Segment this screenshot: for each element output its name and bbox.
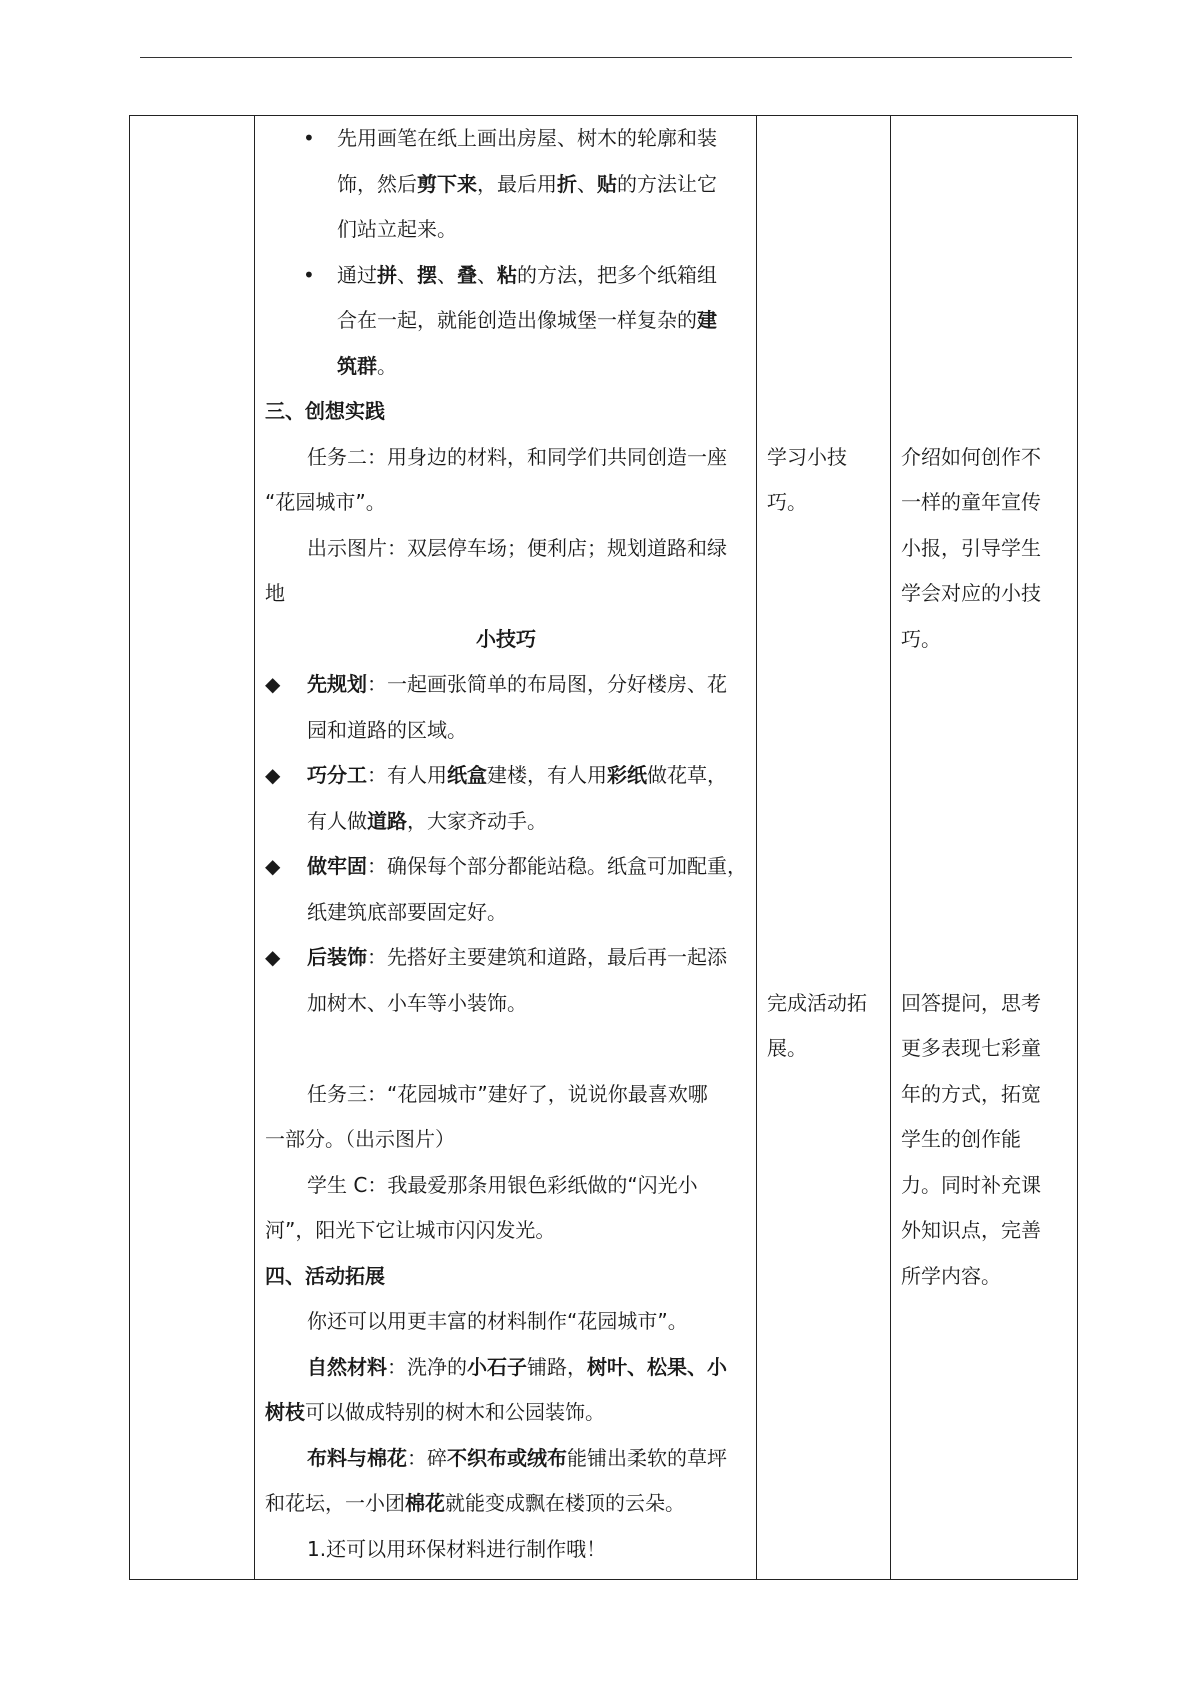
text-segment: 河”，阳光下它让城市闪闪发光。 (265, 1218, 556, 1242)
complete-extension-text (767, 1035, 807, 1061)
text-segment: 完成活动拓 (767, 990, 867, 1015)
text-segment: 可以做成特别的树木和公园装饰。 (305, 1400, 605, 1424)
bold-text: 贴 (597, 171, 617, 196)
fabric-cotton-line (307, 1445, 727, 1471)
diamond-bullet-icon: ◆ (265, 854, 281, 878)
diamond-bullet-icon: ◆ (265, 672, 281, 696)
text-segment: 外知识点，完善 (901, 1218, 1041, 1242)
bold-text: 小技巧 (476, 626, 536, 651)
bullet-2-line (337, 262, 717, 288)
bold-text: 彩纸 (607, 763, 647, 787)
text-segment: 就能变成飘在楼顶的云朵。 (445, 1491, 685, 1515)
student-c-line (307, 1172, 698, 1198)
eco-materials-line (307, 1536, 606, 1562)
text-segment: 地 (265, 581, 285, 605)
natural-materials-line (307, 1354, 727, 1380)
intent-intro-text (901, 489, 1041, 515)
text-segment: 任务三：“花园城市”建好了，说说你最喜欢哪 (307, 1081, 708, 1106)
bold-text: 后装饰 (307, 945, 367, 969)
text-segment: 的方法让它 (617, 171, 717, 196)
section-title-3 (265, 398, 385, 424)
intent-answer-text (901, 1126, 1021, 1152)
text-segment: 合在一起，就能创造出像城堡一样复杂的 (337, 308, 697, 332)
tip-3-line (307, 853, 747, 879)
lesson-table (129, 115, 1078, 1580)
learn-tips-text (767, 489, 807, 515)
bullet-1-line (337, 171, 717, 197)
bold-text: 小石子 (467, 1354, 527, 1379)
text-segment: 园和道路的区域。 (307, 717, 467, 742)
diamond-bullet-icon: ◆ (265, 945, 281, 969)
section-title-4 (265, 1263, 385, 1289)
text-segment: 纸建筑底部要固定好。 (307, 899, 507, 924)
intent-answer-text (901, 1263, 1001, 1289)
bullet-1-line (337, 125, 717, 151)
text-segment: 力。同时补充课 (901, 1172, 1041, 1197)
student-activity-cell (757, 116, 891, 1580)
text-segment: 有人做 (307, 808, 367, 833)
intent-answer-text (901, 990, 1041, 1016)
bold-text: 三、创想实践 (265, 399, 385, 423)
text-segment: 的方法，把多个纸箱组 (517, 262, 717, 287)
diamond-bullet-icon: ◆ (265, 763, 281, 787)
text-segment: 巧。 (901, 626, 941, 651)
tip-1-line (307, 717, 467, 743)
text-segment: 一样的童年宣传 (901, 490, 1041, 514)
task2-line (307, 444, 727, 470)
intent-answer-text (901, 1172, 1041, 1198)
task2-line (265, 489, 386, 515)
task3-line (265, 1126, 455, 1152)
teaching-content-cell (255, 116, 757, 1580)
text-segment: 加树木、小车等小装饰。 (307, 990, 527, 1015)
text-segment: ：洗净的 (387, 1354, 467, 1379)
text-segment: 你还可以用更丰富的材料制作“花园城市”。 (307, 1309, 688, 1333)
bold-text: 折 (557, 171, 577, 196)
intent-intro-text (901, 444, 1041, 470)
text-segment: 学生 C：我最爱那条用银色彩纸做的“闪光小 (307, 1172, 698, 1197)
bold-text: 自然材料 (307, 1354, 387, 1379)
bold-text: 拼 (377, 262, 397, 287)
tip-4-line (307, 944, 727, 970)
text-segment: 饰，然后 (337, 171, 417, 196)
bold-text: 不织布或绒布 (447, 1445, 567, 1470)
bold-text: 筑群 (337, 353, 377, 378)
text-segment: 学生的创作能 (901, 1127, 1021, 1151)
text-segment: ：一起画张简单的布局图，分好楼房、花 (367, 672, 727, 696)
text-segment: 1.还可以用环保材料进行制作哦！ (307, 1536, 607, 1561)
tip-2-line (307, 762, 727, 788)
intent-intro-text (901, 626, 941, 652)
task3-line (307, 1081, 708, 1107)
bold-text: 纸盒 (447, 763, 487, 787)
bold-text: 树枝 (265, 1400, 305, 1424)
text-segment: 学会对应的小技 (901, 581, 1041, 605)
learn-tips-text (767, 444, 847, 470)
tip-4-line (307, 990, 527, 1016)
design-intent-cell (891, 116, 1078, 1580)
bold-text: 做牢固 (307, 854, 367, 878)
text-segment: ：先搭好主要建筑和道路，最后再一起添 (367, 945, 727, 969)
text-segment: 更多表现七彩童 (901, 1036, 1041, 1060)
text-segment: 、 (477, 262, 497, 287)
text-segment: 和花坛，一小团 (265, 1491, 405, 1515)
text-segment: 介绍如何创作不 (901, 444, 1041, 469)
text-segment: 学习小技 (767, 444, 847, 469)
bold-text: 布料与棉花 (307, 1445, 407, 1470)
intent-answer-text (901, 1081, 1041, 1107)
text-segment: 任务二：用身边的材料，和同学们共同创造一座 (307, 444, 727, 469)
text-segment: 所学内容。 (901, 1263, 1001, 1288)
intent-answer-text (901, 1217, 1041, 1243)
text-segment: 巧。 (767, 490, 807, 514)
text-segment: ：确保每个部分都能站稳。纸盒可加配重， (367, 854, 747, 878)
bold-text: 树叶、松果、小 (587, 1354, 727, 1379)
text-segment: 年的方式，拓宽 (901, 1081, 1041, 1106)
bold-text: 剪下来 (417, 171, 477, 196)
text-segment: 出示图片：双层停车场；便利店；规划道路和绿 (307, 535, 727, 560)
text-segment: 铺路， (527, 1354, 587, 1379)
bullet-2-line (337, 307, 717, 333)
text-segment: 们站立起来。 (337, 217, 457, 241)
text-segment: 展。 (767, 1036, 807, 1060)
header-rule (140, 57, 1072, 58)
intent-intro-text (901, 535, 1041, 561)
bullet-dot: • (303, 126, 315, 150)
text-segment: 能铺出柔软的草坪 (567, 1445, 727, 1470)
tip-2-line (307, 808, 547, 834)
bold-text: 粘 (497, 262, 517, 287)
text-segment: ，大家齐动手。 (407, 808, 547, 833)
intent-intro-text (901, 580, 1041, 606)
show-pictures-line (307, 535, 727, 561)
bold-text: 叠 (457, 262, 477, 287)
natural-materials-line (265, 1399, 605, 1425)
text-segment: 、 (577, 171, 597, 196)
bold-text: 四、活动拓展 (265, 1263, 385, 1288)
intent-answer-text (901, 1035, 1041, 1061)
text-segment: 做花草， (647, 763, 727, 787)
text-segment: 、 (397, 262, 417, 287)
bullet-dot: • (303, 262, 315, 287)
bullet-2-line (337, 353, 397, 379)
text-segment: ，最后用 (477, 171, 557, 196)
text-segment: 小报，引导学生 (901, 535, 1041, 560)
text-segment: 回答提问，思考 (901, 990, 1041, 1015)
blank-column (130, 116, 255, 1580)
tip-3-line (307, 899, 507, 925)
text-segment: “花园城市”。 (265, 490, 386, 514)
extension-intro (307, 1308, 688, 1334)
text-segment: 、 (437, 262, 457, 287)
text-segment: 通过 (337, 262, 377, 287)
bold-text: 巧分工 (307, 763, 367, 787)
show-pictures-line (265, 580, 285, 606)
text-segment: 建楼，有人用 (487, 763, 607, 787)
text-segment: ：有人用 (367, 763, 447, 787)
complete-extension-text (767, 990, 867, 1016)
bold-text: 摆 (417, 262, 437, 287)
tips-title (255, 626, 757, 652)
bold-text: 棉花 (405, 1491, 445, 1515)
bold-text: 先规划 (307, 672, 367, 696)
text-segment: 一部分。（出示图片） (265, 1127, 455, 1151)
bullet-1-line (337, 216, 457, 242)
student-c-line (265, 1217, 555, 1243)
tip-1-line (307, 671, 727, 697)
bold-text: 道路 (367, 808, 407, 833)
fabric-cotton-line (265, 1490, 685, 1516)
bold-text: 建 (697, 308, 717, 332)
text-segment: 先用画笔在纸上画出房屋、树木的轮廓和装 (337, 126, 717, 150)
text-segment: 。 (377, 353, 397, 378)
text-segment: ：碎 (407, 1445, 447, 1470)
